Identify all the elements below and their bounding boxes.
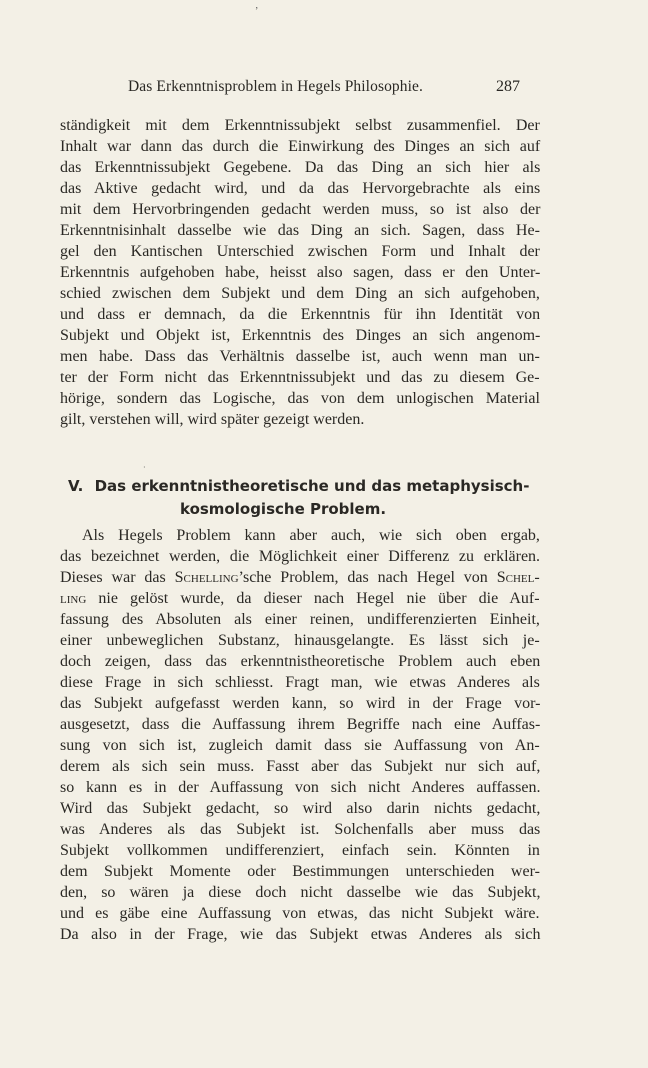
text-line: das Aktive gedacht wird, und da das Hervorgebrachte als eins xyxy=(60,180,541,197)
section-heading-line-1 xyxy=(60,476,540,496)
running-header xyxy=(60,78,520,98)
small-caps-name: Schel- xyxy=(496,569,540,586)
text-line: Da also in der Frage, wie das Subjekt etwas Anderes als sich xyxy=(60,926,541,943)
text-line: ter der Form nicht das Erkenntnissubjekt und das zu diesem Ge- xyxy=(60,369,540,386)
text-line: mit dem Hervorbringenden gedacht werden muss, so ist also der xyxy=(60,201,541,218)
text-line: Als Hegels Problem kann aber auch, wie sich oben ergab, xyxy=(82,527,540,544)
text-line: derem als sich sein muss. Fasst aber das Subjekt nur sich auf, xyxy=(60,758,541,775)
text-line: fassung des Absoluten als einer reinen, undifferenzierten Einheit, xyxy=(60,611,540,628)
stray-mark: ʼ xyxy=(255,6,259,17)
section-heading-line-2: kosmologische Problem. xyxy=(180,500,387,518)
text-line: und dass er demnach, da die Erkenntnis für ihn Identität von xyxy=(60,306,541,323)
text-line xyxy=(60,568,540,588)
section-heading-text-1: Das erkenntnistheoretische und das metaphysisch- xyxy=(94,477,530,495)
text-line: einer unbeweglichen Substanz, hinausgelangte. Es lässt sich je- xyxy=(60,632,540,649)
text-line: das Subjekt aufgefasst werden kann, so wird in der Frage vor- xyxy=(60,695,541,712)
text-line: so kann es in der Auffassung von sich nicht Anderes auffassen. xyxy=(60,779,541,796)
text-line: diese Frage in sich schliesst. Fragt man, wie etwas Anderes als xyxy=(60,674,540,691)
text-line: hörige, sondern das Logische, das von dem unlogischen Material xyxy=(60,390,540,407)
text-line: gel den Kantischen Unterschied zwischen Form und Inhalt der xyxy=(60,243,540,260)
text-run: nie gelöst wurde, da dieser nach Hegel nie über die Auf- xyxy=(86,590,540,607)
text-line: ausgesetzt, dass die Auffassung ihrem Begriffe nach eine Auffas- xyxy=(60,716,541,733)
text-run: ’sche Problem, das nach Hegel von xyxy=(238,569,497,586)
text-line: men habe. Dass das Verhältnis dasselbe ist, auch wenn man un- xyxy=(60,348,540,365)
text-line: Subjekt vollkommen undifferenziert, einfach sein. Könnten in xyxy=(60,842,540,859)
text-line: Wird das Subjekt gedacht, so wird also darin nichts gedacht, xyxy=(60,800,541,817)
text-line: dem Subjekt Momente oder Bestimmungen unterschieden wer- xyxy=(60,863,540,880)
text-line: sung von sich ist, zugleich damit dass sie Auffassung von An- xyxy=(60,737,540,754)
text-line: was Anderes als das Subjekt ist. Solchenfalls aber muss das xyxy=(60,821,541,838)
text-line xyxy=(60,589,540,609)
running-title: Das Erkenntnisproblem in Hegels Philosophie. xyxy=(128,78,423,95)
text-line: das bezeichnet werden, die Möglichkeit einer Differenz zu erklären. xyxy=(60,548,541,565)
text-line: Erkenntnis aufgehoben habe, heisst also sagen, dass er den Unter- xyxy=(60,264,541,281)
small-caps-name: ling xyxy=(60,590,87,607)
text-line: Erkenntnisinhalt dasselbe wie das Ding an sich. Sagen, dass He- xyxy=(60,222,540,239)
text-line: Subjekt und Objekt ist, Erkenntnis des Dinges an sich angenom- xyxy=(60,327,541,344)
text-line: Inhalt war dann das durch die Einwirkung des Dinges an sich auf xyxy=(60,138,541,155)
stray-dot: · xyxy=(143,463,146,472)
text-line: doch zeigen, dass das erkenntnistheoretische Problem auch eben xyxy=(60,653,541,670)
text-line: den, so wären ja diese doch nicht dasselbe wie das Subjekt, xyxy=(60,884,541,901)
text-line: ständigkeit mit dem Erkenntnissubjekt selbst zusammenfiel. Der xyxy=(60,117,540,134)
section-numeral: V. xyxy=(68,477,84,495)
text-line: gilt, verstehen will, wird später gezeigt werden. xyxy=(60,411,365,428)
text-line: und es gäbe eine Auffassung von etwas, das nicht Subjekt wäre. xyxy=(60,905,540,922)
page-number: 287 xyxy=(496,78,520,95)
text-run: Dieses war das xyxy=(60,569,175,586)
text-line: das Erkenntnissubjekt Gegebene. Da das Ding an sich hier als xyxy=(60,159,541,176)
small-caps-name: Schelling xyxy=(174,569,239,586)
text-line: schied zwischen dem Subjekt und dem Ding an sich aufgehoben, xyxy=(60,285,540,302)
